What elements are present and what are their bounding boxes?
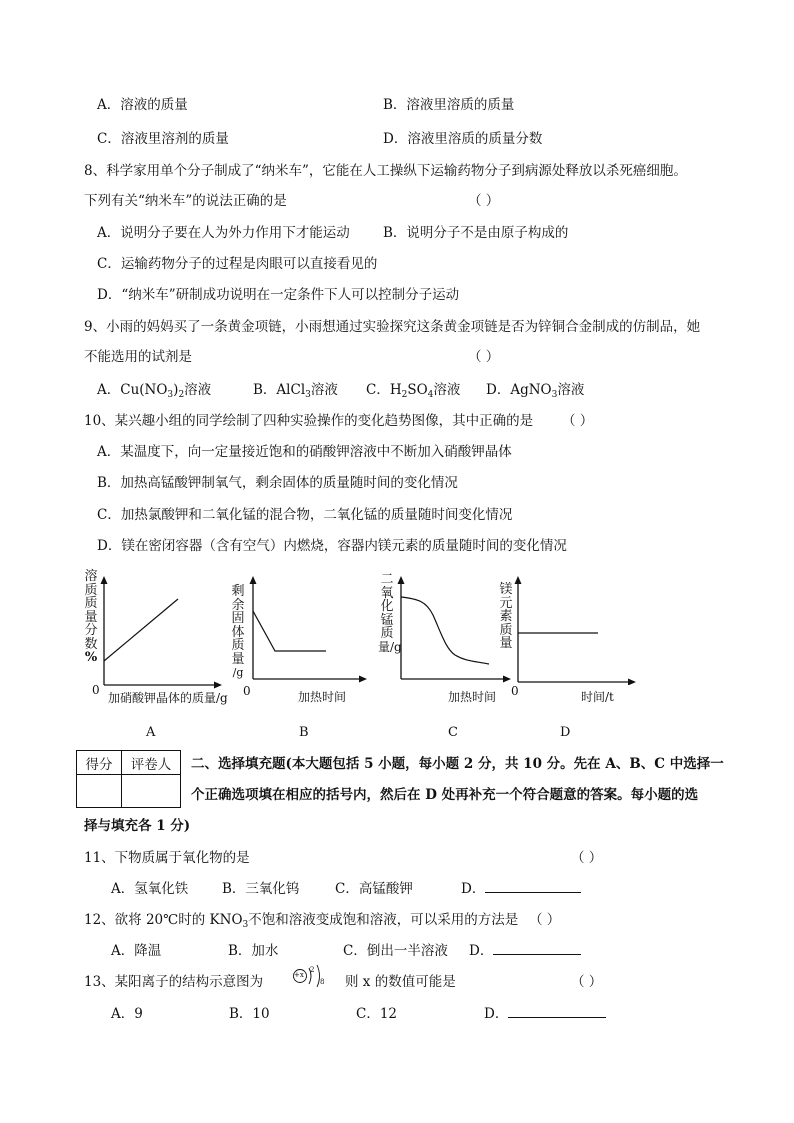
q11-fill-blank	[485, 880, 581, 893]
graph-a-caption: A	[146, 725, 156, 740]
ion-nucleus-label: +x	[294, 971, 304, 979]
graph-b-curve	[253, 611, 326, 651]
q12-option-b: B．加水	[228, 943, 279, 959]
q12-answer-paren: （ ）	[529, 912, 561, 928]
graph-b-caption: B	[299, 725, 309, 740]
ion-shell1-count: 2	[310, 966, 315, 974]
graph-c-caption: C	[448, 725, 458, 740]
q10-option-d: D．镁在密闭容器（含有空气）内燃烧，容器内镁元素的质量随时间的变化情况	[97, 538, 567, 554]
q11-answer-paren: （ ）	[571, 850, 603, 866]
q11-option-c: C．高锰酸钾	[335, 881, 413, 897]
graph-b-xlabel: 加热时间	[298, 690, 347, 704]
grader-header: 评卷人	[122, 751, 181, 775]
q7-option-c: C．溶液里溶剂的质量	[97, 131, 229, 147]
q13-stem-post: 则 x 的数值可能是	[345, 974, 456, 990]
graph-c-curve	[401, 597, 489, 664]
q12-option-c: C．倒出一半溶液	[343, 943, 448, 959]
q8-option-c: C．运输药物分子的过程是肉眼可以直接看见的	[97, 256, 378, 272]
q9-option-d: D．AgNO$_3$溶液	[486, 382, 585, 400]
graph-c-ylabel: 二 氧 化 锰 质 量/g	[378, 572, 402, 654]
q8-stem-line1: 8、科学家用单个分子制成了“纳米车”，它能在人工操纵下运输药物分子到病源处释放以杀死癌细胞。	[84, 163, 687, 179]
q7-option-d: D．溶液里溶质的质量分数	[383, 131, 543, 147]
q8-option-a: A．说明分子要在人为外力作用下才能运动	[97, 225, 350, 241]
q13-stem: 13、某阳离子的结构示意图为	[84, 974, 264, 990]
graph-d-plot	[512, 575, 642, 685]
q8-option-d: D．“纳米车”研制成功说明在一定条件下人可以控制分子运动	[97, 287, 460, 303]
graph-d-origin: 0	[511, 684, 519, 698]
q9-option-c: C．$H_2SO_4$溶液	[366, 382, 461, 400]
ion-shell2-count: 8	[320, 978, 325, 986]
q11-option-b: B．三氧化钨	[222, 881, 300, 897]
q11-option-a: A．氢氧化铁	[111, 881, 189, 897]
q12-option-a: A．降温	[111, 943, 162, 959]
q8-stem-line2: 下列有关“纳米车”的说法正确的是	[84, 193, 287, 209]
graph-a-xlabel: 加硝酸钾晶体的质量/g	[108, 691, 228, 705]
q13-option-b: B．10	[229, 1006, 270, 1022]
q11-option-d: D．	[461, 880, 581, 898]
graph-b-ylabel: 剩 余 固 体 质 量 /g	[231, 584, 245, 679]
graph-b-origin: 0	[243, 684, 251, 698]
q12-fill-blank	[493, 942, 581, 955]
q11-stem: 11、下物质属于氧化物的是	[84, 850, 250, 866]
graph-d-xlabel: 时间/t	[581, 690, 614, 704]
graph-a-origin: 0	[92, 683, 100, 697]
graph-a-plot	[96, 575, 226, 690]
ion-structure-diagram	[292, 962, 334, 998]
q9-stem-line1: 9、小雨的妈妈买了一条黄金项链，小雨想通过实验探究这条黄金项链是否为锌铜合金制成的仿制品，她	[84, 319, 701, 335]
graph-c-xlabel: 加热时间	[448, 690, 497, 704]
q7-option-a: A．溶液的质量	[97, 97, 188, 113]
q9-option-a: A．$Cu(NO_3)_2$溶液	[97, 382, 212, 400]
graph-a-curve	[104, 599, 178, 661]
score-header: 得分	[77, 751, 122, 775]
q13-option-c: C．12	[356, 1006, 398, 1022]
q9-answer-paren: （ ）	[468, 349, 500, 365]
graph-b-plot	[244, 575, 374, 685]
graph-a-ylabel: 溶 质 质 量 分 数 %	[84, 569, 98, 665]
section2-line1: 二、选择填充题(本大题包括 5 小题，每小题 2 分，共 10 分。先在 A、B、C 中选择一	[191, 756, 724, 772]
section2-line2: 个正确选项填在相应的括号内，然后在 D 处再补充一个符合题意的答案。每小题的选	[191, 787, 699, 803]
q10-option-c: C．加热氯酸钾和二氧化锰的混合物，二氧化锰的质量随时间变化情况	[97, 507, 513, 523]
q13-fill-blank	[508, 1005, 606, 1018]
q10-option-b: B．加热高锰酸钾制氧气，剩余固体的质量随时间的变化情况	[97, 475, 458, 491]
q9-stem-line2: 不能选用的试剂是	[84, 349, 192, 365]
q8-answer-paren: （ ）	[468, 193, 500, 209]
q10-stem: 10、某兴趣小组的同学绘制了四种实验操作的变化趋势图像，其中正确的是	[84, 413, 534, 429]
q12-stem: 12、欲将 20℃时的 $KNO_3$不饱和溶液变成饱和溶液，可以采用的方法是	[84, 912, 519, 930]
q7-option-b: B．溶液里溶质的质量	[383, 97, 515, 113]
q13-option-a: A．9	[111, 1006, 143, 1022]
score-table	[76, 750, 181, 808]
q13-option-d: D．	[484, 1005, 606, 1023]
q9-option-b: B．AlCl$_3$溶液	[253, 382, 338, 400]
q10-answer-paren: （ ）	[562, 413, 594, 429]
graph-d-caption: D	[560, 725, 571, 740]
q8-option-b: B．说明分子不是由原子构成的	[383, 225, 569, 241]
score-cell	[77, 775, 122, 808]
graph-d-ylabel: 镁 元 素 质 量	[499, 582, 513, 651]
q12-option-d: D．	[469, 942, 581, 960]
q10-option-a: A．某温度下，向一定量接近饱和的硝酸钾溶液中不断加入硝酸钾晶体	[97, 444, 512, 460]
q13-answer-paren: （ ）	[571, 974, 603, 990]
grader-cell	[122, 775, 181, 808]
section2-line3: 择与填充各 1 分)	[84, 818, 191, 834]
